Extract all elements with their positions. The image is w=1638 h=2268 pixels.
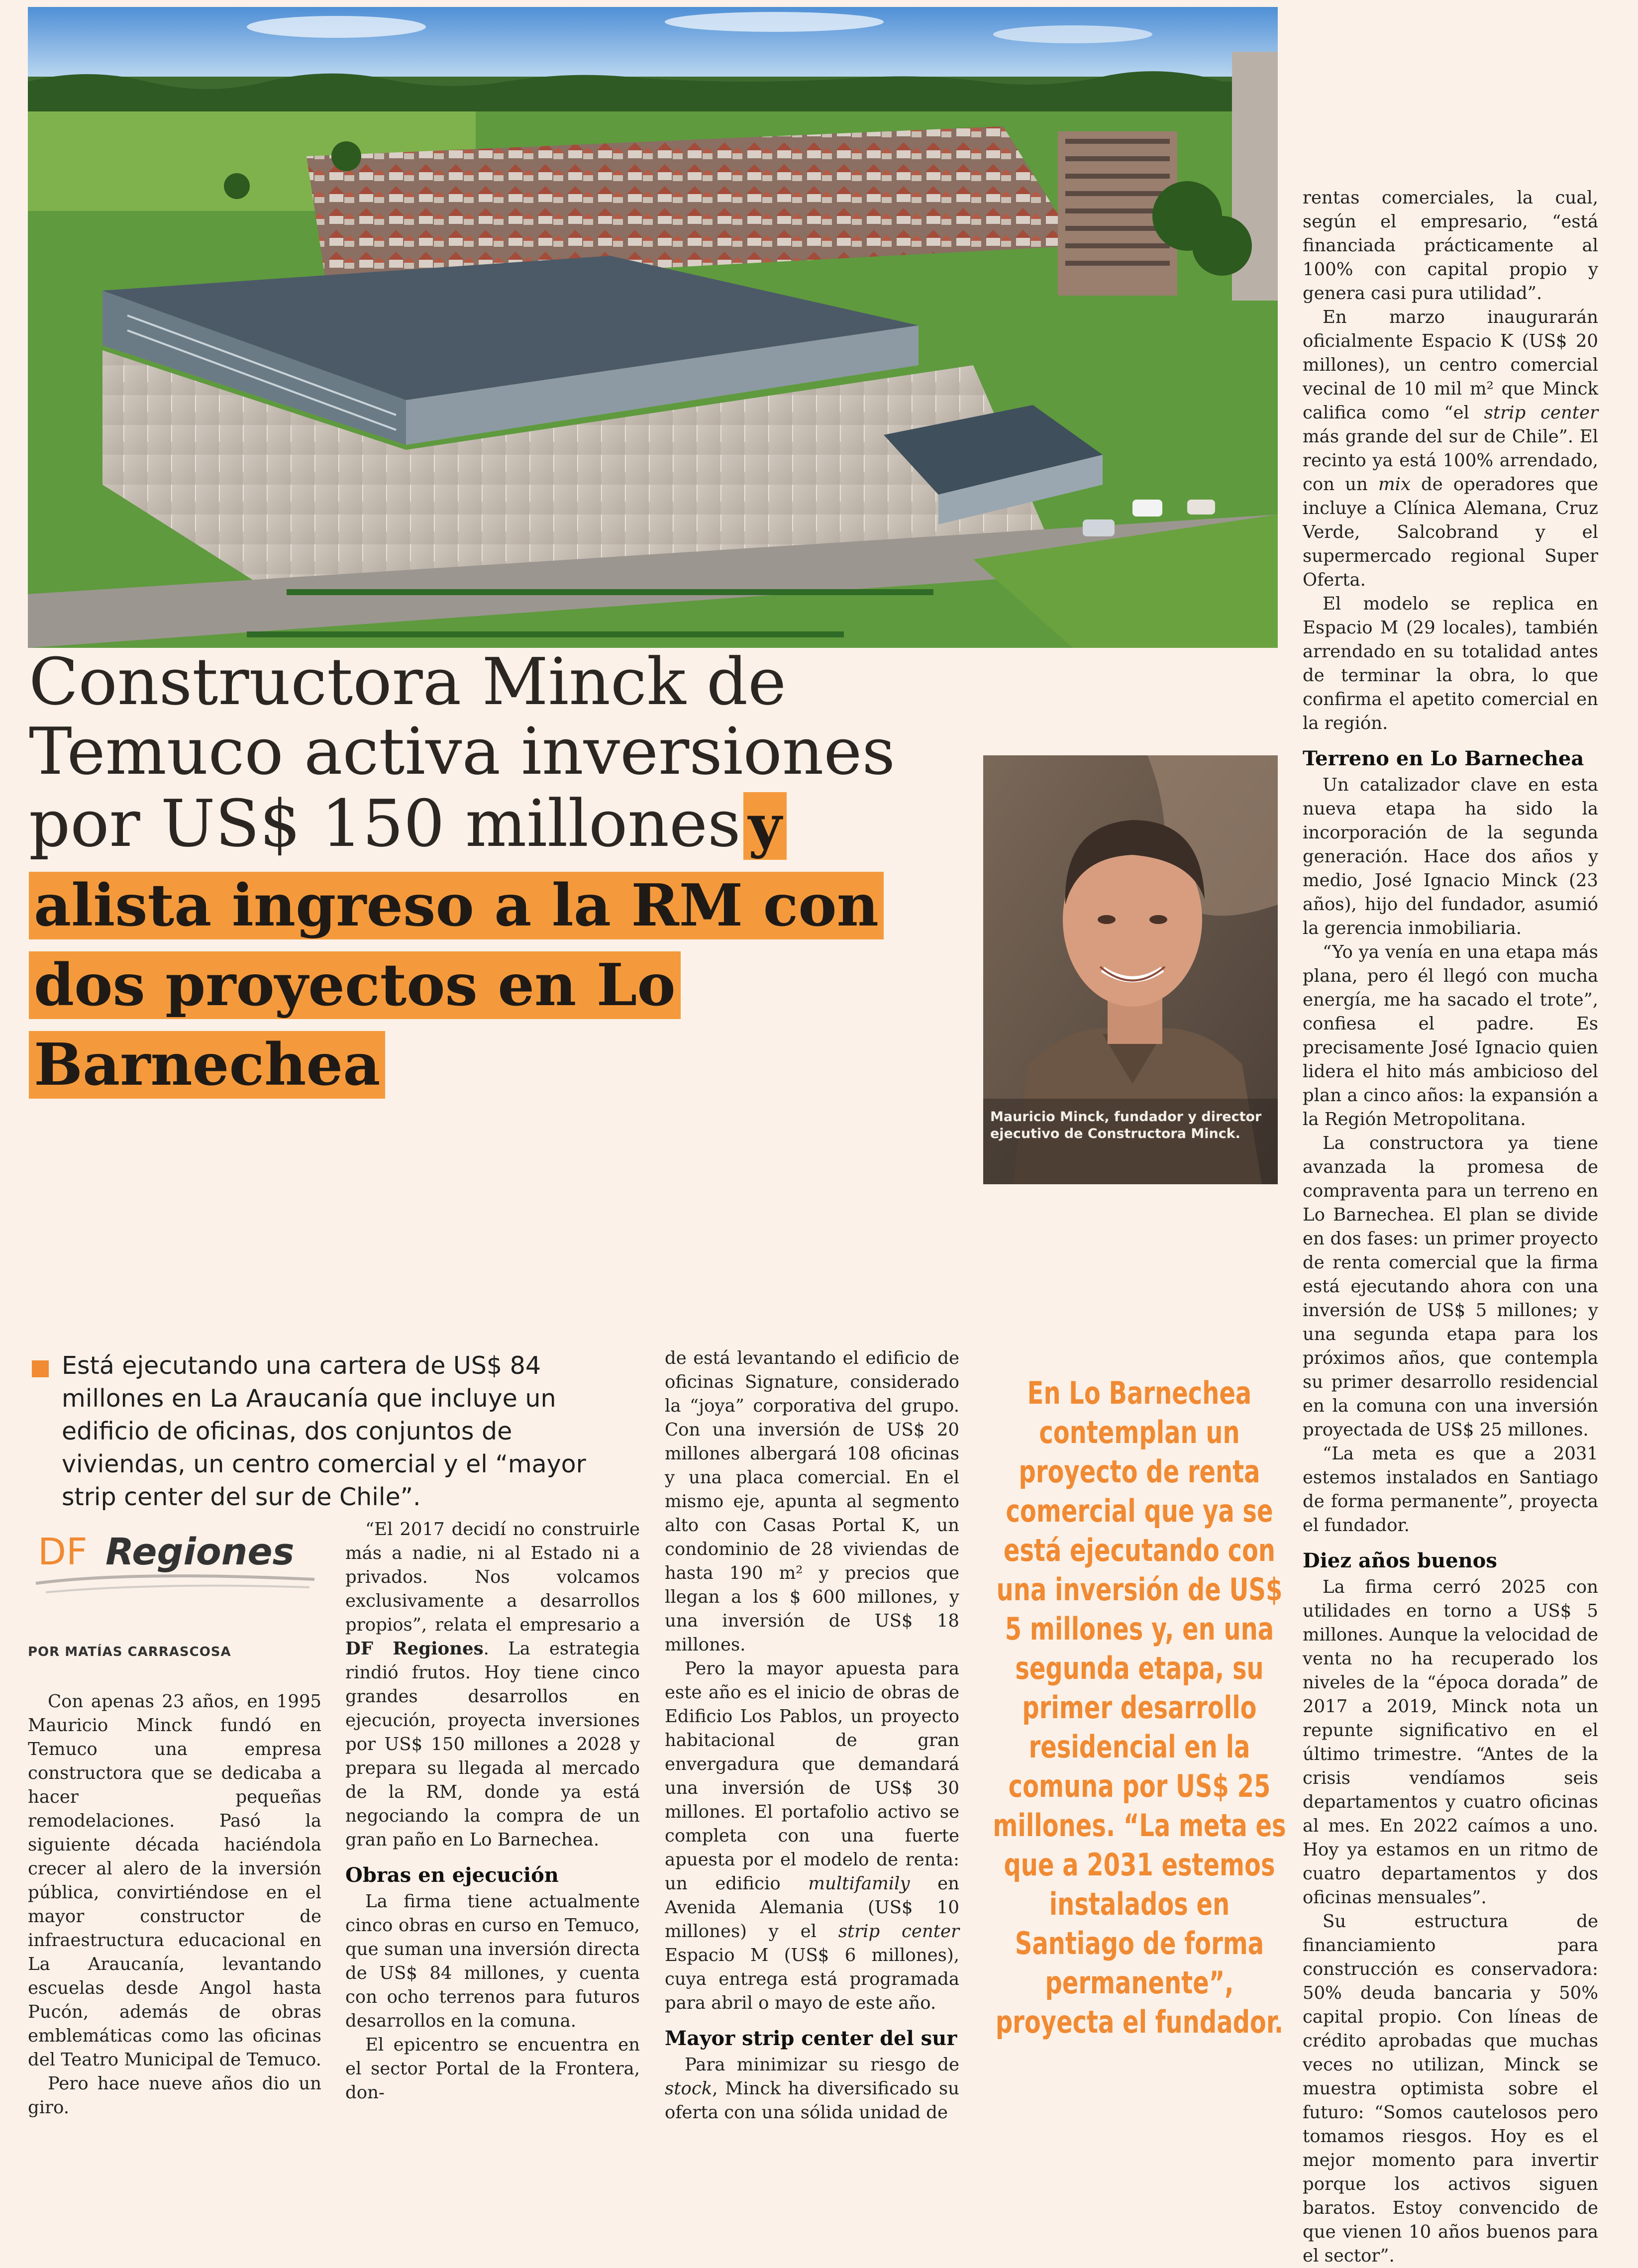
col4-paragraph: rentas comerciales, la cual, según el empresario, “está financiada prácticamente al 100% con capital propio y genera casi pura utilidad”. [1303, 188, 1598, 304]
df-regiones-logo [31, 1524, 317, 1598]
logo-df: DF [38, 1531, 88, 1573]
col2-paragraph: La firma tiene actualmente cinco obras en curso en Temuco, que suman una inversión directa de US$ 84 millones, y cuenta con ocho terrenos para futuros desarrollos en la comuna. [345, 1891, 640, 2031]
column-3 [665, 1346, 959, 2125]
col3-paragraph: Pero la mayor apuesta para este año es el inicio de obras de Edificio Los Pablos, un proyecto habitacional de gran envergadura que demandará una inversión de US$ 30 millones. El portafolio activo se completa con una fuerte apuesta por el modelo de renta: un edificio multifamily en Avenida Alemania (US$ 10 millones) y el strip center Espacio M (US$ 6 millones), cuya entrega está programada para abril o mayo de este año. [665, 1658, 959, 2013]
headline-main: Constructora Minck de Temuco activa inversiones por US$ 150 millones [29, 644, 896, 861]
col4-paragraph: El modelo se replica en Espacio M (29 locales), también arrendado en su totalidad antes de terminar la obra, lo que confirma el apetito comercial en la región. [1303, 594, 1598, 733]
col4-paragraph: La constructora ya tiene avanzada la promesa de compraventa para un terreno en Lo Barnechea. El plan se divide en dos fases: un primer proyecto de renta comercial que la firma está ejecutando ahora con una inversión de US$ 5 millones; y una segunda etapa para los próximos años, que contempla su primer desarrollo residencial en la comuna con una inversión proyectada de US$ 25 millones. [1303, 1133, 1598, 1440]
col4-paragraph: Su estructura de financiamiento para construcción es conservadora: 50% deuda bancaria y 50% capital propio. Con líneas de crédito aprobadas que muchas veces no utilizan, Minck se muestra optimista sobre el futuro: “Somos cautelosos pero tomamos riesgos. Hoy es el mejor momento para invertir porque los activos siguen baratos. Estoy convencido de que vienen 10 años buenos para el sector”. [1303, 1911, 1598, 2266]
headline [29, 644, 974, 1105]
col4-paragraph: Un catalizador clave en esta nueva etapa ha sido la incorporación de la segunda generación. Hace dos años y medio, José Ignacio Minck (23 años), hijo del fundador, asumió la gerencia inmobiliaria. [1303, 775, 1598, 938]
col4-paragraph: “Yo ya venía en una etapa más plana, pero él llegó con mucha energía, me ha sacado el trote”, confiesa el padre. Es precisamente José Ignacio quien lidera el hito más ambicioso del plan a cinco años: la expansión a la Región Metropolitana. [1303, 942, 1598, 1130]
subheading-terreno: Terreno en Lo Barnechea [1303, 747, 1584, 770]
column-1 [28, 1690, 321, 2120]
pull-quote: En Lo Barnechea contemplan un proyecto de renta comercial que ya se está ejecutando con una inversión de US$ 5 millones y, en una segunda etapa, su primer desarrollo residencial en la comuna por US$ 25 millones. “La meta es que a 2031 estemos instalados en Santiago de forma permanente”, proyecta el fundador. [993, 1375, 1286, 2040]
logo-regiones: Regiones [105, 1531, 295, 1573]
col3-paragraph: Para minimizar su riesgo de stock, Minck ha diversificado su oferta con una sólida unidad de [665, 2055, 959, 2123]
col4-paragraph: La firma cerró 2025 con utilidades en torno a US$ 5 millones. Aunque la velocidad de venta no ha recuperado los niveles de la “época dorada” de 2017 a 2019, Minck nota un repunte significativo en el último trimestre. “Antes de la crisis vendíamos seis departamentos y cuatro oficinas al mes. En 2022 caímos a uno. Hoy ya estamos en un ritmo de cuatro departamentos y dos oficinas mensuales”. [1303, 1577, 1598, 1908]
column-2 [345, 1518, 640, 2105]
col2-paragraph: “El 2017 decidí no construirle más a nadie, ni al Estado ni a privados. Nos volcamos exclusivamente a desarrollos propios”, relata el empresario a DF Regiones. La estrategia rindió frutos. Hoy tiene cinco grandes desarrollos en ejecución, proyecta inversiones por US$ 150 millones a 2028 y prepara su llegada al mercado de la RM, donde ya está negociando la compra de un gran paño en Lo Barnechea. [345, 1519, 640, 1850]
col3-paragraph: de está levantando el edificio de oficinas Signature, considerado la “joya” corporativa del grupo. Con una inversión de US$ 20 millones albergará 108 oficinas y una placa comercial. En el mismo eje, apunta al segmento alto con Casas Portal K, un condominio de 28 viviendas de hasta 190 m² y precios que llegan a los $ 600 millones, y una inversión de US$ 18 millones. [665, 1348, 959, 1655]
headline-highlight: y alista ingreso a la RM con dos proyectos en Lo Barnechea [29, 792, 884, 1099]
photo-caption: Mauricio Minck, fundador y director ejecutivo de Constructora Minck. [990, 1109, 1262, 1141]
subheading-strip-center: Mayor strip center del sur [665, 2027, 957, 2050]
col1-paragraph: Con apenas 23 años, en 1995 Mauricio Minck fundó en Temuco una empresa constructora que se dedicaba a hacer pequeñas remodelaciones. Pasó la siguiente década haciéndola crecer al alero de la inversión pública, convirtiéndose en el mayor constructor de infraestructura educacional en La Araucanía, levantando escuelas desde Angol hasta Pucón, además de obras emblemáticas como las oficinas del Teatro Municipal de Temuco. [28, 1691, 321, 2070]
byline: POR MATÍAS CARRASCOSA [28, 1645, 231, 1659]
subheading-diez-anos: Diez años buenos [1303, 1549, 1497, 1572]
col2-paragraph: El epicentro se encuentra en el sector Portal de la Frontera, don- [345, 2035, 640, 2103]
col1-paragraph: Pero hace nueve años dio un giro. [28, 2073, 321, 2118]
col4-paragraph: “La meta es que a 2031 estemos instalados en Santiago de forma permanente”, proyecta el fundador. [1303, 1443, 1598, 1536]
col4-paragraph: En marzo inaugurarán oficialmente Espacio K (US$ 20 millones), un centro comercial vecinal de 10 mil m² que Minck califica como “el strip center más grande del sur de Chile”. El recinto ya está 100% arrendado, con un mix de operadores que incluye a Clínica Alemana, Cruz Verde, Salcobrand y el supermercado regional Super Oferta. [1303, 307, 1598, 590]
subheading-obras: Obras en ejecución [345, 1863, 559, 1887]
bullet-square [32, 1360, 49, 1377]
column-4 [1303, 186, 1598, 2268]
lead-summary: Está ejecutando una cartera de US$ 84 millones en La Araucanía que incluye un edificio de oficinas, dos conjuntos de viviendas, un centro comercial y el “mayor strip center del sur de Chile”. [62, 1351, 586, 1511]
hero-photo [28, 7, 1278, 648]
